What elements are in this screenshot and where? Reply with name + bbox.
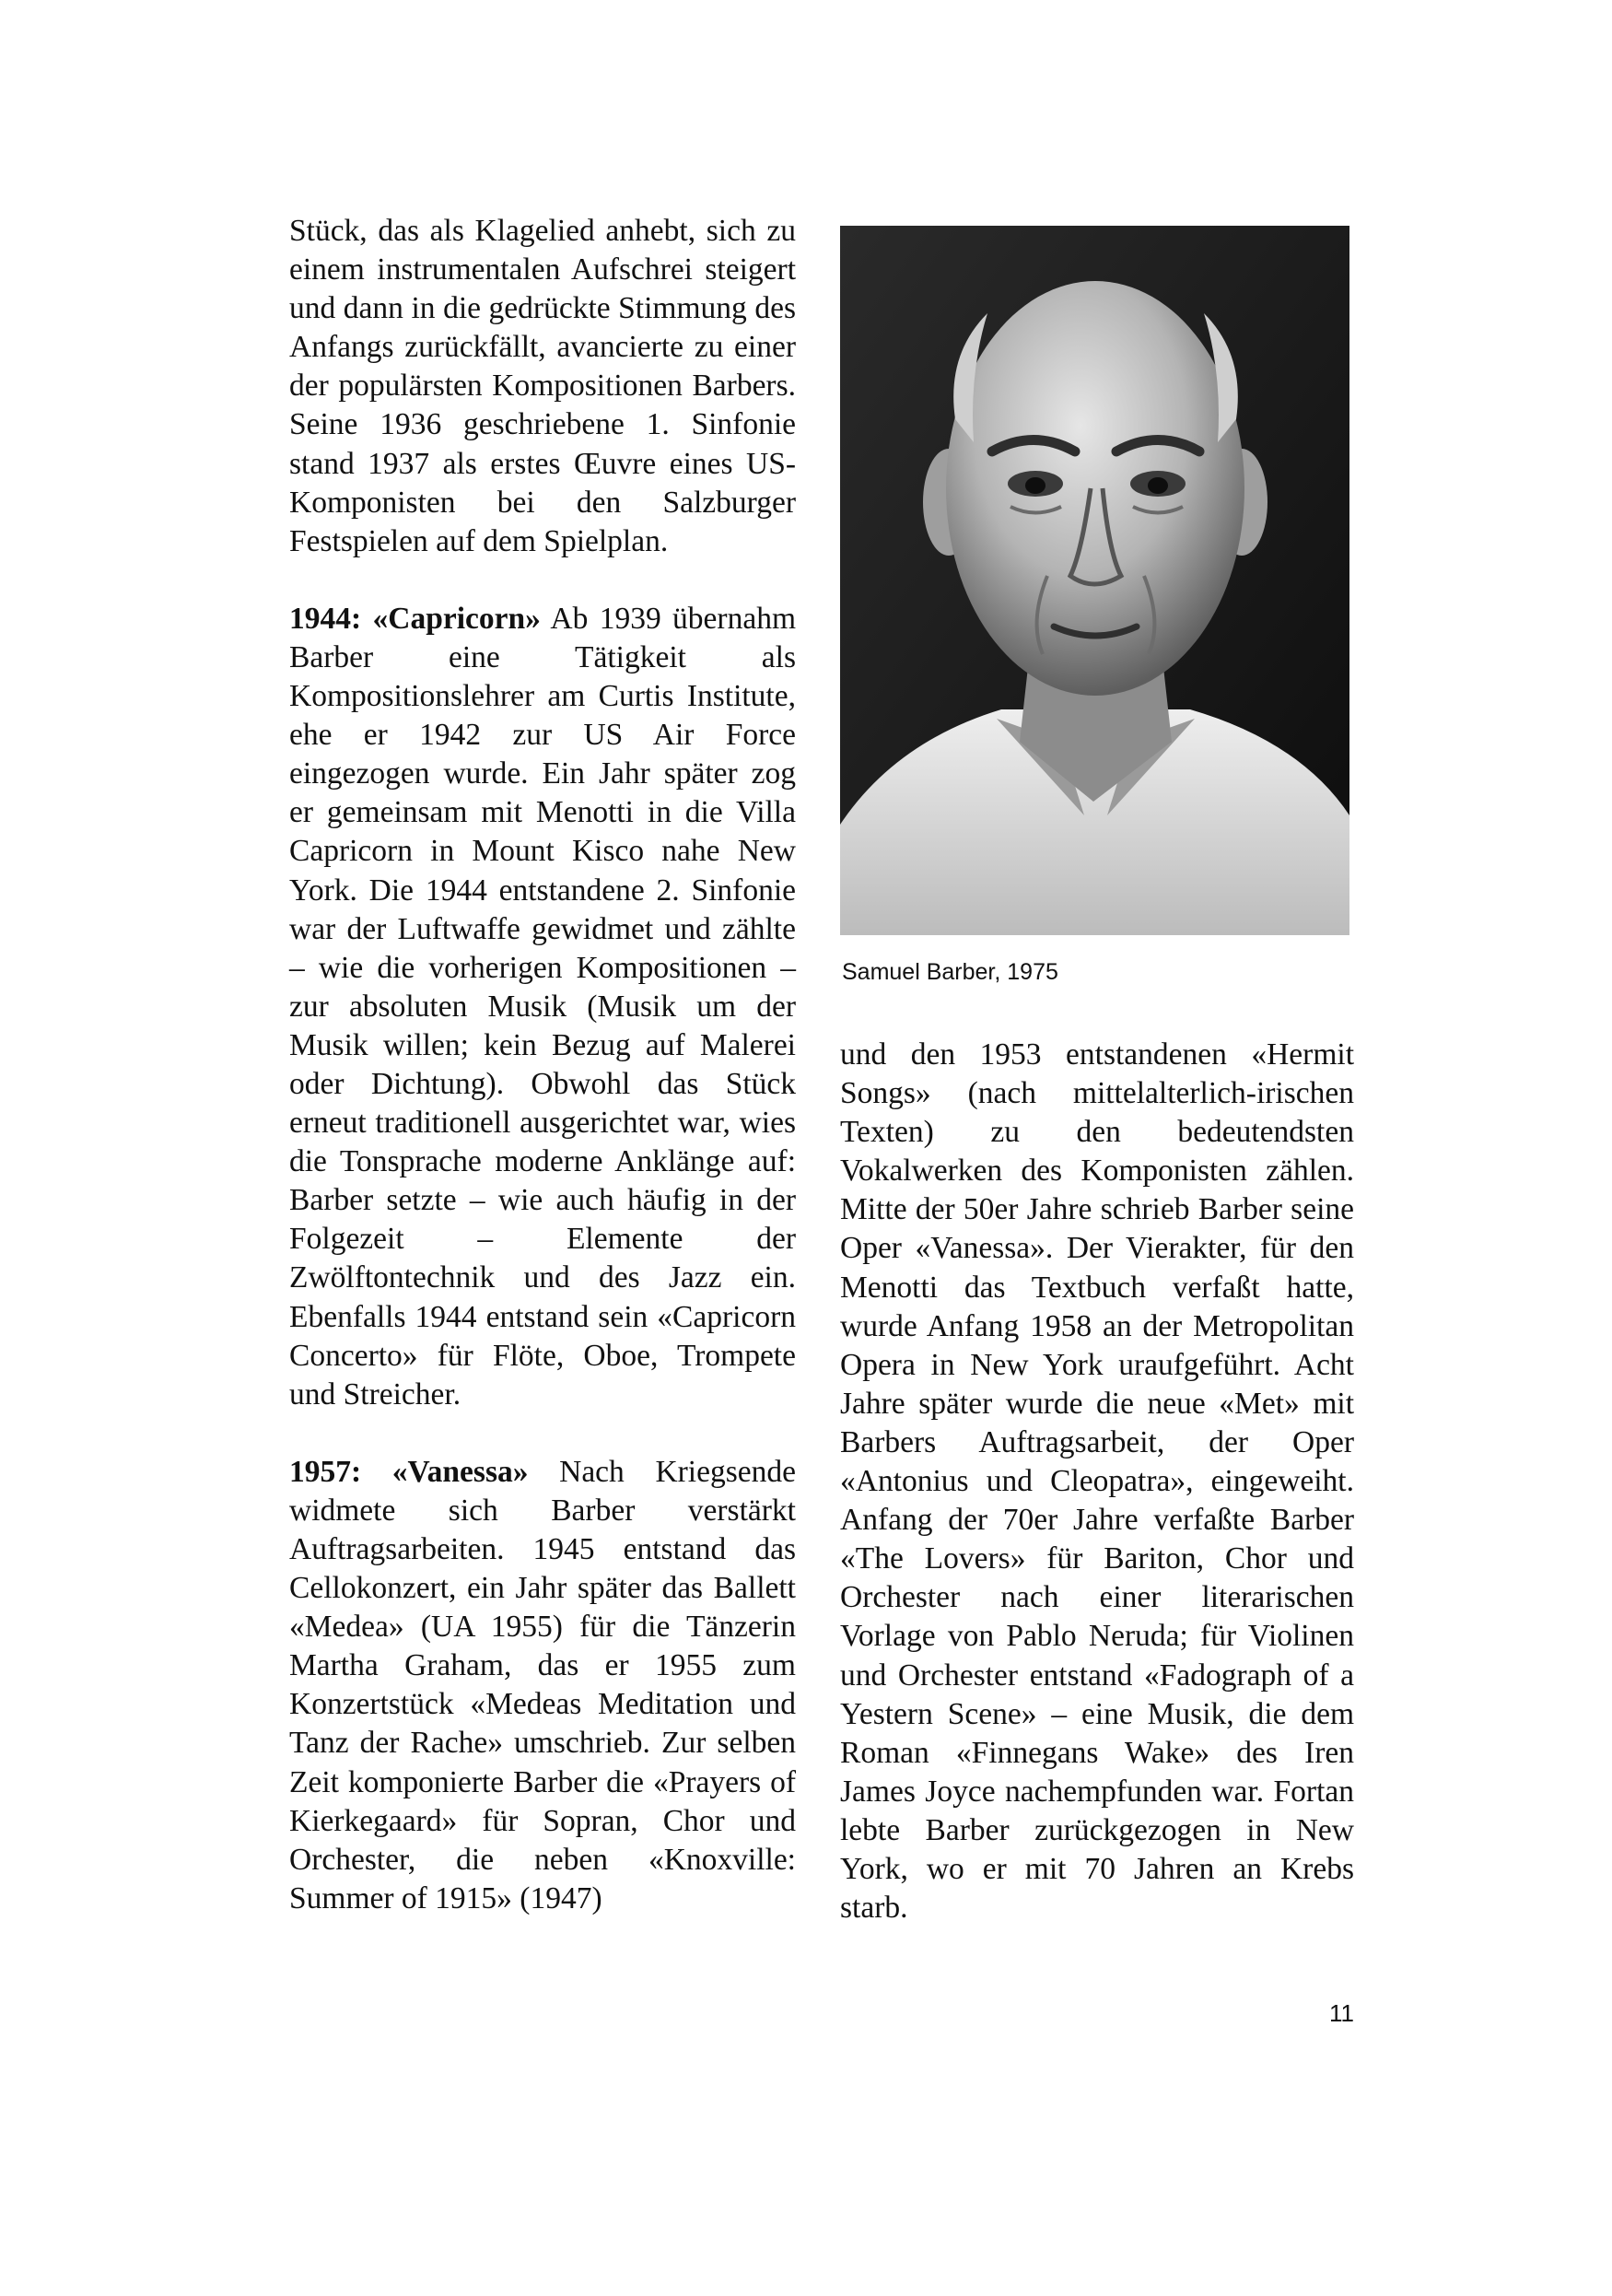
left-column — [289, 212, 796, 1918]
page-number: 11 — [1329, 1999, 1354, 2027]
section-heading-vanessa: 1957: «Vanessa» — [289, 1454, 529, 1489]
paragraph-continuation: und den 1953 entstandenen «Hermit Songs» (nach mittelalterlich-irischen Texten) zu den bedeutendsten Vokalwerken des Komponisten zählen. Mitte der 50er Jahre schrieb Barber seine Oper «Vanessa». Der Vierakter, für den Menotti das Textbuch verfaßt hatte, wurde Anfang 1958 an der Metropolitan Opera in New York uraufgeführt. Acht Jahre später wurde die neue «Met» mit Barbers Auftragsarbeit, der Oper «Antonius und Cleopatra», eingeweiht. Anfang der 70er Jahre verfaßte Barber «The Lovers» für Bariton, Chor und Orchester nach einer literarischen Vorlage von Pablo Neruda; für Violinen und Orchester entstand «Fadograph of a Yestern Scene» – eine Musik, die dem Roman «Finnegans Wake» des Iren James Joyce nachempfunden war. Fortan lebte Barber zurückgezogen in New York, wo er mit 70 Jahren an Krebs starb. — [840, 1037, 1354, 1926]
section-heading-capricorn: 1944: «Capricorn» — [289, 601, 541, 636]
paragraph-intro: Stück, das als Klagelied anhebt, sich zu einem instrumentalen Aufschrei steigert und dann in die gedrückte Stimmung des Anfangs zurückfällt, avancierte zu einer der populärsten Kompositionen Barbers. Seine 1936 geschriebene 1. Sinfonie stand 1937 als erstes Œuvre eines US-Komponisten bei den Salzburger Festspielen auf dem Spielplan. — [289, 214, 796, 558]
section-capricorn — [289, 600, 796, 1414]
right-column — [840, 1036, 1354, 1927]
portrait-photo — [840, 226, 1349, 935]
section-vanessa — [289, 1453, 796, 1918]
section-text-capricorn: Ab 1939 übernahm Barber eine Tätigkeit als Kompositionslehrer am Curtis Institute, ehe er 1942 zur US Air Force eingezogen wurde. Ein Jahr später zog er gemeinsam mit Menotti in die Villa Capricorn in Mount Kisco nahe New York. Die 1944 entstandene 2. Sinfonie war der Luftwaffe gewidmet und zählte – wie die vorherigen Kompositionen – zur absoluten Musik (Musik um der Musik willen; kein Bezug auf Malerei oder Dichtung). Obwohl das Stück erneut traditionell ausgerichtet war, wies die Tonsprache moderne Anklänge auf: Barber setzte – wie auch häufig in der Folgezeit – Elemente der Zwölftontechnik und des Jazz ein. Ebenfalls 1944 entstand sein «Capricorn Concerto» für Flöte, Oboe, Trompete und Streicher. — [289, 601, 797, 1412]
portrait-illustration — [840, 226, 1349, 935]
photo-caption: Samuel Barber, 1975 — [842, 959, 1058, 985]
section-text-vanessa: Nach Kriegsende widmete sich Barber verstärkt Auftragsarbeiten. 1945 entstand das Cellokonzert, ein Jahr später das Ballett «Medea» (UA 1955) für die Tänzerin Martha Graham, das er 1955 zum Konzertstück «Medeas Meditation und Tanz der Rache» umschrieb. Zur selben Zeit komponierte Barber die «Prayers of Kierkegaard» für Sopran, Chor und Orchester, die neben «Knoxville: Summer of 1915» (1947) — [289, 1454, 796, 1915]
